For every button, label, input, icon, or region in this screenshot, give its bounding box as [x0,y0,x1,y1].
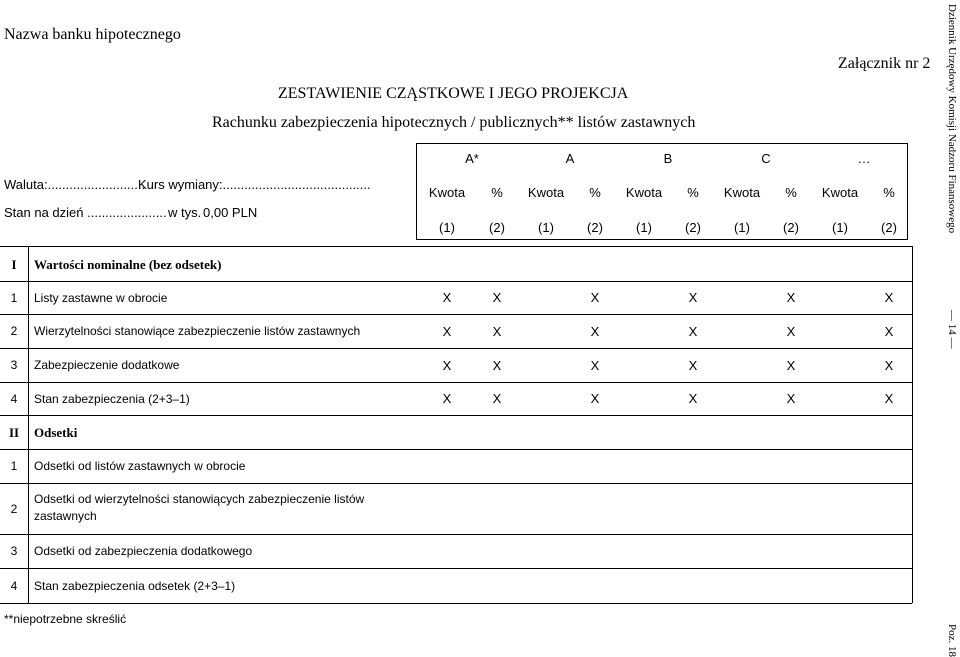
row-divider [0,483,912,484]
section-header-label: Odsetki [34,425,78,440]
cell-mark: X [590,290,600,305]
cell-mark: X [688,357,698,373]
row-divider [0,449,912,450]
row-divider [0,348,912,349]
cell-mark: X [786,391,796,406]
column-group-header: A [565,151,575,166]
column-group-header: A* [465,151,479,166]
table-row-number: 3 [10,358,18,372]
row-divider [0,568,912,569]
column-subheader: % [589,185,601,200]
column-number: (1) [734,220,750,235]
column-subheader: % [785,185,797,200]
section-header-label: Wartości nominalne (bez odsetek) [34,256,222,272]
cell-mark: X [492,323,502,339]
row-divider [0,314,912,315]
section-header-number: II [8,425,20,440]
cell-mark: X [492,290,502,305]
column-number: (1) [832,220,848,235]
column-divider [28,246,29,603]
cell-mark: X [688,391,698,406]
column-number: (2) [685,220,701,235]
unit-label: w tys. [168,205,202,220]
cell-mark: X [884,357,894,373]
attachment-label: Załącznik nr 2 [838,55,931,72]
column-subheader: Kwota [527,185,565,200]
cell-mark: X [442,357,452,373]
table-row-number: 4 [10,391,18,406]
column-subheader: Kwota [625,185,663,200]
table-row-number: 3 [10,544,18,558]
column-subheader: Kwota [428,185,466,200]
cell-mark: X [884,323,894,339]
cell-mark: X [786,357,796,373]
column-number: (1) [439,220,455,235]
cell-mark: X [492,357,502,373]
date-field: Stan na dzień ...................... [4,205,167,220]
bank-name: Nazwa banku hipotecznego [4,26,181,43]
table-row-label: Stan zabezpieczenia odsetek (2+3–1) [34,578,236,593]
row-divider [0,382,912,383]
row-divider [0,415,912,416]
table-row-label: Stan zabezpieczenia (2+3–1) [34,391,190,406]
cell-mark: X [590,323,600,339]
cell-mark: X [688,290,698,305]
position-number: Poz. 18 [946,624,958,657]
column-number: (2) [783,220,799,235]
column-number: (1) [538,220,554,235]
table-row-label: Wierzytelności stanowiące zabezpieczenie listów zastawnych [34,324,361,338]
column-subheader: % [687,185,699,200]
cell-mark: X [786,323,796,339]
cell-mark: X [786,290,796,305]
row-divider [0,281,912,282]
table-row-number: 1 [10,290,18,305]
column-subheader: Kwota [821,185,859,200]
exchange-rate-field: Kurs wymiany:......................................... [138,177,371,192]
table-row-label [34,491,364,525]
table-row-label-line: zastawnych [34,509,97,523]
journal-name: Dziennik Urzędowy Komisji Nadzoru Finansowego [946,4,958,234]
currency-field: Waluta:........................... [4,177,146,192]
footnote: **niepotrzebne skreślić [4,612,127,626]
table-row-label-line: Odsetki od wierzytelności stanowiących zabezpieczenie listów [34,492,365,506]
section-header-number: I [11,256,17,272]
cell-mark: X [442,323,452,339]
row-divider [0,246,912,247]
table-row-number: 1 [10,459,18,473]
table-row-number: 2 [10,324,18,338]
column-divider [912,246,913,603]
column-group-header: … [857,151,871,166]
zero-amount: 0,00 PLN [203,205,258,220]
table-row-label: Odsetki od listów zastawnych w obrocie [34,459,246,473]
table-row-label: Zabezpieczenie dodatkowe [34,358,180,372]
column-subheader: % [883,185,895,200]
table-row-label: Odsetki od zabezpieczenia dodatkowego [34,544,253,558]
cell-mark: X [442,290,452,305]
column-group-header: C [761,151,771,166]
page-number: — 14 — [946,310,958,349]
cell-mark: X [688,323,698,339]
cell-mark: X [442,391,452,406]
table-row-number: 4 [10,578,18,593]
column-subheader: % [491,185,503,200]
document-subtitle: Rachunku zabezpieczenia hipotecznych / publicznych** listów zastawnych [212,114,696,131]
column-number: (2) [489,220,505,235]
cell-mark: X [590,391,600,406]
column-group-header: B [663,151,673,166]
column-number: (1) [636,220,652,235]
column-number: (2) [881,220,897,235]
cell-mark: X [492,391,502,406]
cell-mark: X [884,290,894,305]
cell-mark: X [884,391,894,406]
cell-mark: X [590,357,600,373]
document-title: ZESTAWIENIE CZĄSTKOWE I JEGO PROJEKCJA [278,85,629,102]
table-row-label: Listy zastawne w obrocie [34,290,168,305]
table-row-number: 2 [10,501,18,516]
column-number: (2) [587,220,603,235]
row-divider [0,603,912,604]
row-divider [0,534,912,535]
column-subheader: Kwota [723,185,761,200]
